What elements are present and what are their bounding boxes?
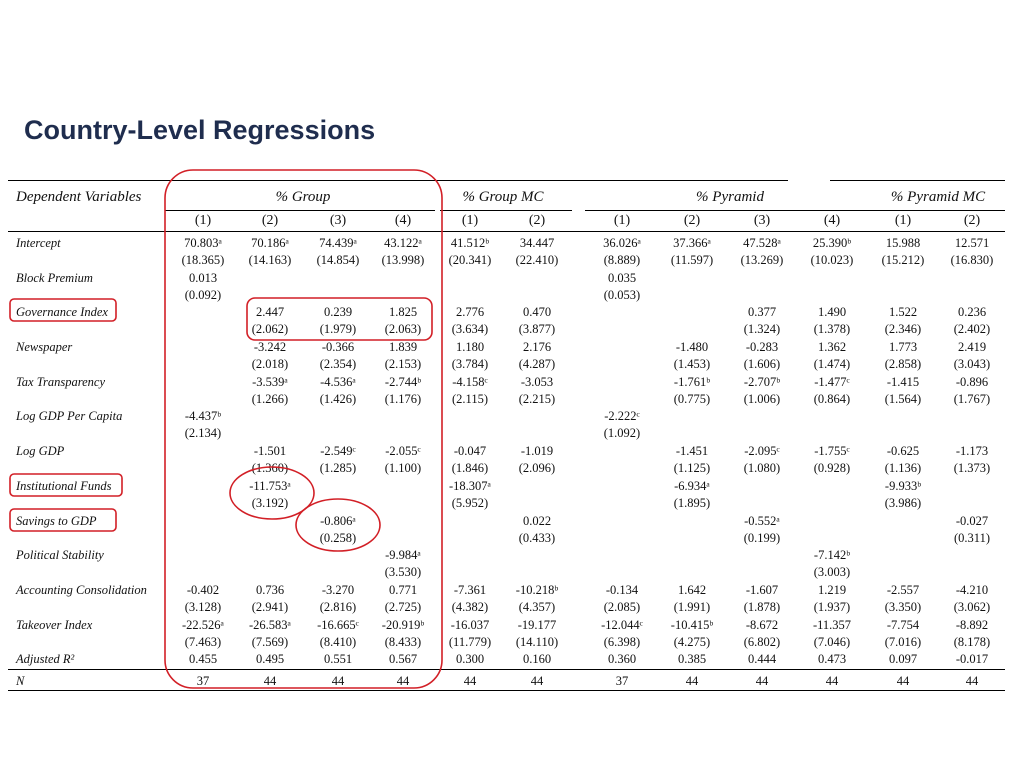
row-label: Newspaper [16, 340, 73, 354]
standard-error-cell: (2.402) [953, 322, 991, 336]
standard-error-cell: (2.816) [319, 600, 357, 614]
coefficient-cell: -0.283 [745, 340, 779, 354]
coefficient-cell: -1.607 [745, 583, 779, 597]
standard-error-cell: (3.128) [184, 600, 222, 614]
standard-error-cell: (0.433) [518, 531, 556, 545]
standard-error-cell: (3.634) [451, 322, 489, 336]
standard-error-cell: (14.110) [515, 635, 559, 649]
standard-error-cell: (2.115) [452, 392, 488, 406]
coefficient-cell: 0.736 [255, 583, 285, 597]
coefficient-cell: 1.773 [888, 340, 918, 354]
coefficient-cell: -0.896 [955, 375, 989, 389]
coefficient-cell: 36.026ᵃ [603, 236, 641, 250]
row-label-n: N [16, 674, 25, 688]
standard-error-cell: (0.928) [813, 461, 851, 475]
standard-error-cell: (11.779) [448, 635, 492, 649]
column-number: (1) [194, 213, 212, 228]
coefficient-cell: -10.218ᵇ [515, 583, 559, 597]
row-label: Political Stability [16, 548, 104, 562]
coefficient-cell: -4.437ᵇ [184, 409, 222, 423]
standard-error-cell: (1.092) [603, 426, 641, 440]
adjusted-r2-cell: 0.455 [188, 652, 218, 666]
row-label: Log GDP Per Capita [16, 409, 123, 423]
standard-error-cell: (1.125) [673, 461, 711, 475]
standard-error-cell: (4.287) [518, 357, 556, 371]
standard-error-cell: (8.410) [319, 635, 357, 649]
n-cell: 44 [463, 674, 477, 688]
coefficient-cell: -1.451 [675, 444, 709, 458]
standard-error-cell: (3.530) [384, 565, 422, 579]
adjusted-r2-cell: 0.385 [677, 652, 707, 666]
standard-error-cell: (4.357) [518, 600, 556, 614]
n-cell: 44 [263, 674, 277, 688]
standard-error-cell: (4.275) [673, 635, 711, 649]
standard-error-cell: (2.063) [384, 322, 422, 336]
standard-error-cell: (2.725) [384, 600, 422, 614]
adjusted-r2-cell: 0.473 [817, 652, 847, 666]
adjusted-r2-cell: 0.444 [747, 652, 777, 666]
coefficient-cell: 0.035 [607, 271, 637, 285]
coefficient-cell: 1.839 [388, 340, 418, 354]
standard-error-cell: (2.018) [251, 357, 289, 371]
standard-error-cell: (15.212) [881, 253, 925, 267]
row-label: Institutional Funds [16, 479, 112, 493]
standard-error-cell: (1.006) [743, 392, 781, 406]
column-number: (3) [329, 213, 347, 228]
coefficient-cell: 12.571 [954, 236, 990, 250]
column-number: (3) [753, 213, 771, 228]
coefficient-cell: -1.019 [520, 444, 554, 458]
n-cell: 44 [965, 674, 979, 688]
standard-error-cell: (3.986) [884, 496, 922, 510]
coefficient-cell: 74.439ᵃ [319, 236, 357, 250]
standard-error-cell: (2.346) [884, 322, 922, 336]
group-underline [585, 210, 1005, 211]
coefficient-cell: 0.239 [323, 305, 353, 319]
coefficient-cell: -0.366 [321, 340, 355, 354]
coefficient-cell: -0.134 [605, 583, 639, 597]
coefficient-cell: -4.210 [955, 583, 989, 597]
coefficient-cell: 0.377 [747, 305, 777, 319]
row-label: Savings to GDP [16, 514, 97, 528]
standard-error-cell: (3.784) [451, 357, 489, 371]
standard-error-cell: (8.889) [603, 253, 641, 267]
n-cell: 44 [331, 674, 345, 688]
standard-error-cell: (7.569) [251, 635, 289, 649]
column-number: (4) [823, 213, 841, 228]
standard-error-cell: (11.597) [670, 253, 714, 267]
standard-error-cell: (6.398) [603, 635, 641, 649]
coefficient-cell: -2.744ᵇ [384, 375, 422, 389]
standard-error-cell: (10.023) [810, 253, 854, 267]
coefficient-cell: -4.536ᵃ [320, 375, 356, 389]
coefficient-cell: -3.053 [520, 375, 554, 389]
coefficient-cell: -0.625 [886, 444, 920, 458]
coefficient-cell: 1.490 [817, 305, 847, 319]
standard-error-cell: (1.564) [884, 392, 922, 406]
standard-error-cell: (1.324) [743, 322, 781, 336]
coefficient-cell: -7.142ᵇ [813, 548, 851, 562]
coefficient-cell: -0.027 [955, 514, 989, 528]
standard-error-cell: (1.285) [319, 461, 357, 475]
standard-error-cell: (3.192) [251, 496, 289, 510]
standard-error-cell: (2.354) [319, 357, 357, 371]
adjusted-r2-cell: 0.551 [323, 652, 353, 666]
coefficient-cell: -26.583ᵃ [249, 618, 291, 632]
standard-error-cell: (1.360) [251, 461, 289, 475]
standard-error-cell: (1.266) [251, 392, 289, 406]
coefficient-cell: -7.361 [453, 583, 487, 597]
coefficient-cell: -16.037 [450, 618, 490, 632]
coefficient-cell: -2.707ᵇ [743, 375, 781, 389]
coefficient-cell: 1.219 [817, 583, 847, 597]
coefficient-cell: -1.173 [955, 444, 989, 458]
table-top-rule [8, 180, 788, 181]
coefficient-cell: -1.415 [886, 375, 920, 389]
coefficient-cell: 1.825 [388, 305, 418, 319]
coefficient-cell: -4.158ᶜ [452, 375, 488, 389]
coefficient-cell: -1.480 [675, 340, 709, 354]
header-bottom-rule [8, 231, 1005, 232]
coefficient-cell: -10.415ᵇ [670, 618, 714, 632]
coefficient-cell: -6.934ᵃ [674, 479, 710, 493]
column-number: (2) [528, 213, 546, 228]
coefficient-cell: -0.047 [453, 444, 487, 458]
standard-error-cell: (0.092) [184, 288, 222, 302]
coefficient-cell: -2.055ᶜ [385, 444, 421, 458]
standard-error-cell: (8.433) [384, 635, 422, 649]
row-label: Log GDP [16, 444, 65, 458]
column-number: (2) [261, 213, 279, 228]
table-bottom-rule [8, 690, 1005, 691]
coefficient-cell: -20.919ᵇ [381, 618, 425, 632]
standard-error-cell: (2.085) [603, 600, 641, 614]
n-cell: 44 [896, 674, 910, 688]
standard-error-cell: (1.846) [451, 461, 489, 475]
r2-rule [8, 669, 1005, 670]
standard-error-cell: (1.100) [384, 461, 422, 475]
standard-error-cell: (8.178) [953, 635, 991, 649]
adjusted-r2-cell: 0.495 [255, 652, 285, 666]
coefficient-cell: -0.402 [186, 583, 220, 597]
standard-error-cell: (1.426) [319, 392, 357, 406]
coefficient-cell: 25.390ᵇ [812, 236, 852, 250]
coefficient-cell: 70.186ᵃ [251, 236, 289, 250]
coefficient-cell: 2.447 [255, 305, 285, 319]
coefficient-cell: 1.180 [455, 340, 485, 354]
n-cell: 44 [755, 674, 769, 688]
coefficient-cell: 2.176 [522, 340, 552, 354]
standard-error-cell: (3.062) [953, 600, 991, 614]
standard-error-cell: (2.858) [884, 357, 922, 371]
coefficient-cell: 70.803ᵃ [184, 236, 222, 250]
standard-error-cell: (1.606) [743, 357, 781, 371]
standard-error-cell: (1.991) [673, 600, 711, 614]
coefficient-cell: -1.755ᶜ [814, 444, 850, 458]
coefficient-cell: -1.761ᵇ [673, 375, 711, 389]
coefficient-cell: -9.933ᵇ [884, 479, 922, 493]
standard-error-cell: (3.003) [813, 565, 851, 579]
coefficient-cell: -7.754 [886, 618, 920, 632]
standard-error-cell: (22.410) [515, 253, 559, 267]
standard-error-cell: (2.134) [184, 426, 222, 440]
coefficient-cell: -1.477ᶜ [814, 375, 850, 389]
n-cell: 37 [615, 674, 629, 688]
standard-error-cell: (0.053) [603, 288, 641, 302]
coefficient-cell: -8.672 [745, 618, 779, 632]
coefficient-cell: -16.665ᶜ [317, 618, 359, 632]
group-underline [165, 210, 435, 211]
coefficient-cell: -18.307ᵃ [449, 479, 491, 493]
standard-error-cell: (13.269) [740, 253, 784, 267]
standard-error-cell: (14.163) [248, 253, 292, 267]
standard-error-cell: (1.895) [673, 496, 711, 510]
standard-error-cell: (0.258) [319, 531, 357, 545]
standard-error-cell: (3.350) [884, 600, 922, 614]
standard-error-cell: (1.373) [953, 461, 991, 475]
coefficient-cell: -2.222ᶜ [604, 409, 640, 423]
coefficient-cell: -3.539ᵃ [252, 375, 288, 389]
standard-error-cell: (6.802) [743, 635, 781, 649]
adjusted-r2-cell: 0.097 [888, 652, 918, 666]
coefficient-cell: -2.549ᶜ [320, 444, 356, 458]
standard-error-cell: (1.136) [884, 461, 922, 475]
column-number: (2) [963, 213, 981, 228]
adjusted-r2-cell: -0.017 [955, 652, 989, 666]
group-header: % Group MC [462, 189, 544, 205]
adjusted-r2-cell: 0.300 [455, 652, 485, 666]
standard-error-cell: (7.016) [884, 635, 922, 649]
standard-error-cell: (1.937) [813, 600, 851, 614]
coefficient-cell: 1.642 [677, 583, 707, 597]
row-label: Accounting Consolidation [16, 583, 147, 597]
coefficient-cell: -11.357 [812, 618, 852, 632]
coefficient-cell: 34.447 [519, 236, 555, 250]
standard-error-cell: (14.854) [316, 253, 360, 267]
coefficient-cell: -12.044ᶜ [601, 618, 643, 632]
standard-error-cell: (1.767) [953, 392, 991, 406]
standard-error-cell: (13.998) [381, 253, 425, 267]
standard-error-cell: (0.199) [743, 531, 781, 545]
coefficient-cell: -3.242 [253, 340, 287, 354]
standard-error-cell: (1.453) [673, 357, 711, 371]
standard-error-cell: (2.096) [518, 461, 556, 475]
n-cell: 44 [530, 674, 544, 688]
column-number: (2) [683, 213, 701, 228]
n-cell: 44 [685, 674, 699, 688]
standard-error-cell: (0.775) [673, 392, 711, 406]
standard-error-cell: (1.878) [743, 600, 781, 614]
coefficient-cell: 0.022 [522, 514, 552, 528]
coefficient-cell: 0.470 [522, 305, 552, 319]
coefficient-cell: -9.984ᵃ [385, 548, 421, 562]
coefficient-cell: -1.501 [253, 444, 287, 458]
n-cell: 37 [196, 674, 210, 688]
standard-error-cell: (20.341) [448, 253, 492, 267]
coefficient-cell: 2.776 [455, 305, 485, 319]
coefficient-cell: -22.526ᵃ [182, 618, 224, 632]
row-label: Block Premium [16, 271, 93, 285]
standard-error-cell: (18.365) [181, 253, 225, 267]
coefficient-cell: 0.771 [388, 583, 418, 597]
standard-error-cell: (1.378) [813, 322, 851, 336]
row-label: Intercept [16, 236, 61, 250]
n-cell: 44 [825, 674, 839, 688]
standard-error-cell: (0.864) [813, 392, 851, 406]
coefficient-cell: -2.557 [886, 583, 920, 597]
standard-error-cell: (5.952) [451, 496, 489, 510]
standard-error-cell: (7.463) [184, 635, 222, 649]
standard-error-cell: (16.830) [950, 253, 994, 267]
standard-error-cell: (1.080) [743, 461, 781, 475]
row-label: Tax Transparency [16, 375, 106, 389]
column-number: (1) [894, 213, 912, 228]
slide-title: Country-Level Regressions [24, 115, 376, 145]
adjusted-r2-cell: 0.160 [522, 652, 552, 666]
coefficient-cell: 41.512ᵇ [450, 236, 490, 250]
standard-error-cell: (1.176) [384, 392, 422, 406]
standard-error-cell: (4.382) [451, 600, 489, 614]
standard-error-cell: (1.474) [813, 357, 851, 371]
row-label: Governance Index [16, 305, 108, 319]
coefficient-cell: 0.013 [188, 271, 218, 285]
row-label-adjusted-r2: Adjusted R² [16, 652, 75, 666]
adjusted-r2-cell: 0.360 [607, 652, 637, 666]
coefficient-cell: 1.522 [888, 305, 918, 319]
standard-error-cell: (3.043) [953, 357, 991, 371]
column-number: (4) [394, 213, 412, 228]
n-cell: 44 [396, 674, 410, 688]
standard-error-cell: (1.979) [319, 322, 357, 336]
standard-error-cell: (2.215) [518, 392, 556, 406]
standard-error-cell: (2.941) [251, 600, 289, 614]
group-header: % Pyramid [696, 189, 764, 205]
coefficient-cell: -0.806ᵃ [320, 514, 356, 528]
coefficient-cell: 2.419 [957, 340, 987, 354]
row-label: Takeover Index [16, 618, 93, 632]
adjusted-r2-cell: 0.567 [388, 652, 418, 666]
coefficient-cell: 43.122ᵃ [384, 236, 422, 250]
coefficient-cell: 0.236 [957, 305, 987, 319]
coefficient-cell: 1.362 [817, 340, 847, 354]
coefficient-cell: 15.988 [885, 236, 921, 250]
standard-error-cell: (3.877) [518, 322, 556, 336]
coefficient-cell: -19.177 [517, 618, 557, 632]
group-header: % Group [275, 189, 331, 205]
standard-error-cell: (2.062) [251, 322, 289, 336]
coefficient-cell: -11.753ᵃ [249, 479, 291, 493]
group-header: % Pyramid MC [890, 189, 986, 205]
coefficient-cell: 37.366ᵃ [673, 236, 711, 250]
table-top-rule [830, 180, 1005, 181]
standard-error-cell: (7.046) [813, 635, 851, 649]
dependent-variables-header: Dependent Variables [16, 189, 142, 205]
standard-error-cell: (0.311) [954, 531, 990, 545]
coefficient-cell: -8.892 [955, 618, 989, 632]
column-number: (1) [461, 213, 479, 228]
standard-error-cell: (2.153) [384, 357, 422, 371]
coefficient-cell: 47.528ᵃ [743, 236, 781, 250]
group-underline [440, 210, 572, 211]
coefficient-cell: -2.095ᶜ [744, 444, 780, 458]
coefficient-cell: -3.270 [321, 583, 355, 597]
coefficient-cell: -0.552ᵃ [744, 514, 780, 528]
column-number: (1) [613, 213, 631, 228]
